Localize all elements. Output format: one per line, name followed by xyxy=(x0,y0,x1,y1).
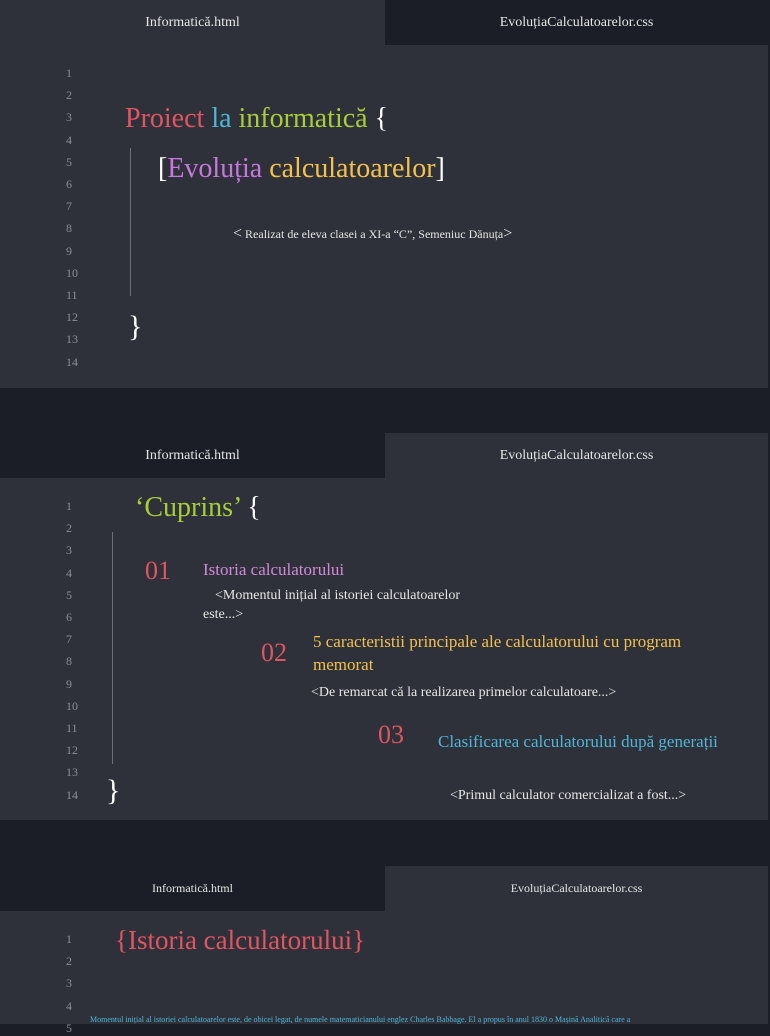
line-number: 6 xyxy=(66,177,72,191)
item-desc-01: <Momentul inițial al istoriei calculatoarelor este...> xyxy=(203,588,461,622)
line-number: 10 xyxy=(66,265,78,280)
tab-bar xyxy=(0,866,768,911)
item-number-01: 01 xyxy=(145,556,171,585)
title-word-informatica: informatică xyxy=(238,103,368,134)
line-number: 2 xyxy=(66,954,72,969)
brace-open: { xyxy=(247,492,261,523)
author-line xyxy=(233,225,512,243)
line-number: 5 xyxy=(66,1020,72,1035)
line-number: 9 xyxy=(66,676,72,691)
editor-area xyxy=(0,478,768,820)
subtitle-word-calculatoarelor: calculatoarelor xyxy=(269,153,436,184)
tab-bar xyxy=(0,0,768,45)
line-number: 4 xyxy=(66,132,72,147)
line-number: 3 xyxy=(66,543,72,558)
subtitle-word-evolutia: Evoluția xyxy=(167,153,263,184)
line-number: 13 xyxy=(66,332,78,347)
line-number: 8 xyxy=(66,221,72,236)
line-number: 1 xyxy=(66,932,72,946)
slide-3 xyxy=(0,866,768,1035)
line-number: 2 xyxy=(66,521,72,536)
page-title xyxy=(125,103,388,135)
tab-evolutia-css[interactable]: EvoluțiaCalculatoarelor.css xyxy=(385,0,768,45)
line-number: 10 xyxy=(66,698,78,713)
line-number: 12 xyxy=(66,310,78,325)
brace-close: } xyxy=(128,310,143,343)
tab-informatica-html[interactable]: Informatică.html xyxy=(0,433,385,478)
item-number-03: 03 xyxy=(378,720,404,749)
line-number: 12 xyxy=(66,743,78,758)
item-title-02[interactable]: 5 caracteristii principale ale calculatorului cu program memorat xyxy=(313,632,682,674)
brace-open: { xyxy=(374,103,389,134)
title-word-proiect: Proiect xyxy=(125,103,205,134)
scope-line xyxy=(112,532,113,764)
line-number: 4 xyxy=(66,565,72,580)
tab-bar xyxy=(0,433,768,478)
line-number: 9 xyxy=(66,243,72,258)
title-word-la: la xyxy=(211,103,232,134)
scope-line xyxy=(130,148,131,296)
cuprins-title: ‘Cuprins’ xyxy=(135,492,241,523)
line-number: 1 xyxy=(66,499,72,513)
editor-area xyxy=(0,911,768,1035)
tab-evolutia-css[interactable]: EvoluțiaCalculatoarelor.css xyxy=(385,866,768,911)
section-title xyxy=(135,492,261,524)
item-title-03[interactable]: Clasificarea calculatorului după generații xyxy=(438,732,718,751)
editor-area xyxy=(0,45,768,388)
bracket-open: [ xyxy=(158,153,168,184)
item-number-02: 02 xyxy=(261,638,287,667)
author-gt: > xyxy=(503,225,513,242)
line-number: 14 xyxy=(66,354,78,369)
line-number: 11 xyxy=(66,288,78,302)
line-number: 11 xyxy=(66,721,78,735)
line-number: 7 xyxy=(66,632,72,647)
line-number: 14 xyxy=(66,787,78,802)
item-desc-03: <Primul calculator comercializat a fost...> xyxy=(450,788,687,803)
bracket-close: ] xyxy=(435,153,445,184)
slide-2 xyxy=(0,433,768,820)
line-number: 7 xyxy=(66,199,72,214)
item-desc-02: <De remarcat că la realizarea primelor calculatoare...> xyxy=(311,685,617,700)
brace-close: } xyxy=(106,774,121,807)
section-title: {Istoria calculatorului} xyxy=(115,925,366,955)
line-number: 3 xyxy=(66,110,72,125)
author-text: Realizat de eleva clasei a XI-a “C”, Semeniuc Dănuța xyxy=(245,227,504,241)
tab-informatica-html[interactable]: Informatică.html xyxy=(0,0,385,45)
slide-1 xyxy=(0,0,768,388)
subtitle xyxy=(158,153,445,185)
item-title-01[interactable]: Istoria calculatorului xyxy=(203,560,345,579)
line-number: 6 xyxy=(66,610,72,624)
line-number: 2 xyxy=(66,88,72,103)
line-number: 4 xyxy=(66,998,72,1013)
line-number: 1 xyxy=(66,66,72,80)
tab-informatica-html[interactable]: Informatică.html xyxy=(0,866,385,911)
line-number: 3 xyxy=(66,976,72,991)
line-number: 8 xyxy=(66,654,72,669)
line-number: 5 xyxy=(66,587,72,602)
body-text: Momentul inițial al istoriei calculatoarelor este, de obicei legat, de numele matematicianului englez Charles Babbage. El a propus în anul 1830 o Mașină Analitică care a xyxy=(90,1015,631,1024)
tab-evolutia-css[interactable]: EvoluțiaCalculatoarelor.css xyxy=(385,433,768,478)
author-lt: < xyxy=(233,225,243,242)
line-number: 13 xyxy=(66,765,78,780)
line-number: 5 xyxy=(66,154,72,169)
